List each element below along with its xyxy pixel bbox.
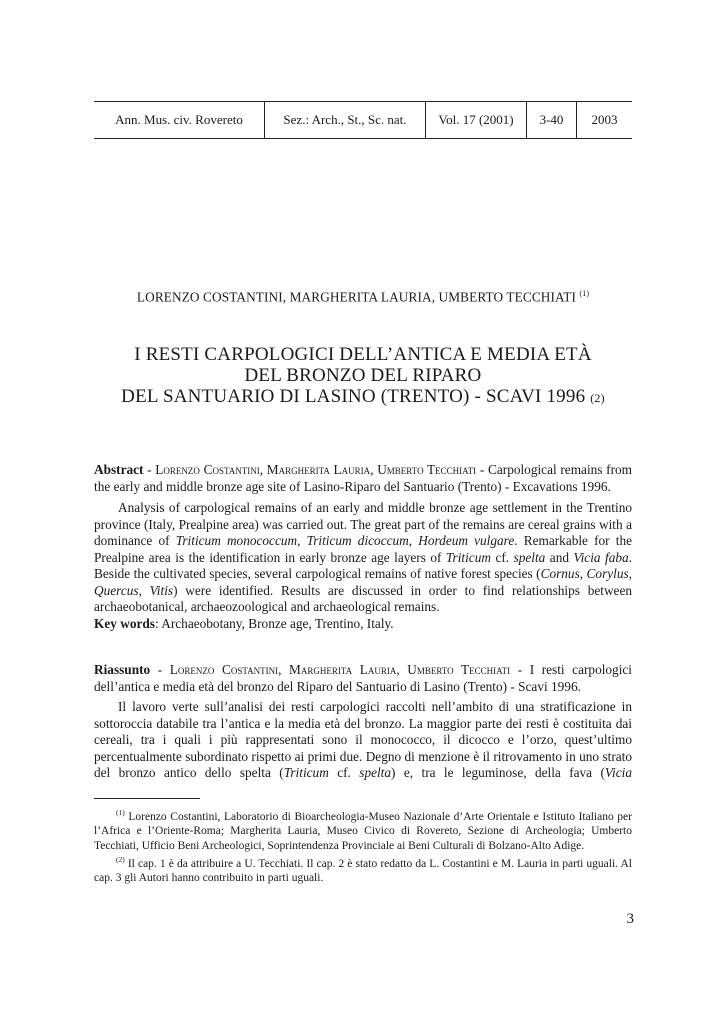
riassunto-label: Riassunto: [94, 662, 151, 677]
abstract-section: [94, 462, 632, 632]
abstract-sep: ,: [370, 462, 378, 477]
species-name: Triticum dicoccum: [306, 533, 409, 548]
abstract-body: [94, 500, 632, 616]
abstract-text: ) were identified. Results are discussed in order to find relationships between archaeobotanical, archaeozoological and archaeological remains.: [94, 582, 632, 614]
journal-pages: 3-40: [527, 102, 577, 138]
abstract-author-1: Lorenzo Costantini: [155, 462, 260, 477]
riassunto-sep: ,: [278, 662, 290, 677]
riassunto-author-1: Lorenzo Costantini: [169, 662, 279, 677]
author-names: LORENZO COSTANTINI, MARGHERITA LAURIA, UMBERTO TECCHIATI: [136, 289, 577, 305]
riassunto-text: ) e, tra le leguminose, della fava (: [391, 765, 605, 780]
keywords: [94, 616, 632, 633]
abstract-text: and: [545, 549, 574, 565]
riassunto-section: [94, 662, 632, 782]
species-name: Vitis: [149, 582, 174, 598]
species-name: spelta: [513, 549, 546, 565]
title-line-3-text: DEL SANTUARIO DI LASINO (TRENTO) - SCAVI 1996: [121, 386, 586, 407]
abstract-text: Analysis of carpological remains of an early and middle bronze age settlement in the Trentino province (Italy, Prealpine area) was carried out. The great part of the remains are cereal grains with a dominance of: [94, 500, 632, 548]
abstract-text: cf.: [490, 549, 514, 565]
abstract-heading: [94, 462, 632, 495]
paper-title: [60, 344, 666, 409]
riassunto-text: Il lavoro verte sull’analisi dei resti carpologici raccolti nell’ambito di una stratificazione in sottoroccia databile tra l’antica e la media età del bronzo. La maggior parte dei resti è costituita dai cereali, tra i quali i più rappresentati sono il monococco, il dicocco e l’orzo, quest’ultimo percentualmente subordinato rispetto ai primi due. Degno di menzione è il ritrovamento in uno strato del bronzo antico dello spelta (: [94, 699, 632, 780]
abstract-sep: ,: [259, 462, 267, 477]
footnote-1: [94, 806, 632, 853]
title-line-3: [60, 386, 666, 409]
riassunto-text: cf.: [328, 765, 360, 780]
species-name: Triticum monococcum: [175, 533, 298, 548]
species-name: Triticum: [283, 765, 329, 780]
riassunto-heading: [94, 662, 632, 695]
page-number: 3: [626, 911, 634, 927]
riassunto-sep: -: [150, 662, 170, 677]
abstract-label: Abstract: [94, 462, 144, 477]
abstract-text: ,: [628, 566, 632, 581]
species-name: Hordeum vulgare: [418, 533, 515, 548]
abstract-text: . Beside the cultivated species, several carpological remains of native forest species (: [94, 549, 632, 581]
author-line: [94, 289, 632, 305]
journal-name: Ann. Mus. civ. Rovereto: [94, 102, 265, 138]
abstract-text: ,: [297, 533, 307, 548]
title-line-1: I RESTI CARPOLOGICI DELL’ANTICA E MEDIA ETÀ: [134, 344, 592, 365]
footnote-1-text: Lorenzo Costantini, Laboratorio di Bioarcheologia-Museo Nazionale d’Arte Orientale e Istituto Italiano per l’Africa e l’Oriente-Roma; Margherita Lauria, Museo Civico di Rovereto, Sezione di Archeologia; Umberto Tecchiati, Ufficio Beni Archeologici, Soprintendenza Provinciale ai Beni Culturali di Bolzano-Alto Adige.: [94, 810, 632, 852]
journal-year: 2003: [591, 112, 618, 127]
journal-header: [94, 101, 632, 139]
riassunto-author-3: Umberto Tecchiati: [407, 662, 511, 677]
species-name: Triticum: [445, 549, 491, 565]
keywords-label: Key words: [94, 615, 155, 631]
journal-volume: Vol. 17 (2001): [426, 102, 527, 138]
abstract-author-3: Umberto Tecchiati: [377, 462, 477, 477]
title-note-ref[interactable]: (2): [590, 391, 605, 405]
journal-section: Sez.: Arch., St., Sc. nat.: [265, 102, 426, 138]
abstract-title: - Carpological remains from the early and middle bronze age site of Lasino-Riparo del Santuario (Trento) - Excavations 1996.: [94, 462, 632, 494]
title-line-2: DEL BRONZO DEL RIPARO: [244, 365, 482, 386]
abstract-text: ,: [138, 582, 150, 598]
footnote-2-ref: (2): [116, 855, 125, 865]
species-name: Vicia: [604, 765, 632, 780]
keywords-list: : Archaeobotany, Bronze age, Trentino, Italy.: [154, 615, 394, 631]
species-name: Corylus: [586, 566, 629, 581]
abstract-text: ,: [579, 566, 587, 581]
abstract-text: . Remarkable for the Prealpine area is the identification in early bronze age layers of: [94, 533, 633, 565]
species-name: spelta: [359, 765, 392, 780]
riassunto-body: [94, 699, 632, 782]
riassunto-sep: ,: [396, 662, 408, 677]
riassunto-title: - I resti carpologici dell’antica e media età del bronzo del Riparo del Santuario di Lasino (Trento) - Scavi 1996.: [94, 662, 632, 694]
footnotes: [94, 806, 632, 886]
riassunto-author-2: Margherita Lauria: [289, 662, 397, 677]
species-name: Vicia faba: [573, 549, 629, 565]
author-note-ref[interactable]: (1): [579, 289, 590, 298]
footnote-divider: [94, 798, 200, 799]
footnote-1-ref: (1): [116, 808, 125, 817]
abstract-author-2: Margherita Lauria: [266, 462, 371, 477]
species-name: Quercus: [94, 582, 139, 598]
footnote-2: [94, 853, 632, 886]
footnote-2-text: Il cap. 1 è da attribuire a U. Tecchiati. Il cap. 2 è stato redatto da L. Costantini e M. Lauria in parti uguali. Al cap. 3 gli Autori hanno contribuito in parti uguali.: [94, 857, 632, 885]
abstract-text: ,: [408, 533, 419, 548]
abstract-sep: -: [143, 462, 156, 477]
species-name: Cornus: [540, 566, 580, 581]
